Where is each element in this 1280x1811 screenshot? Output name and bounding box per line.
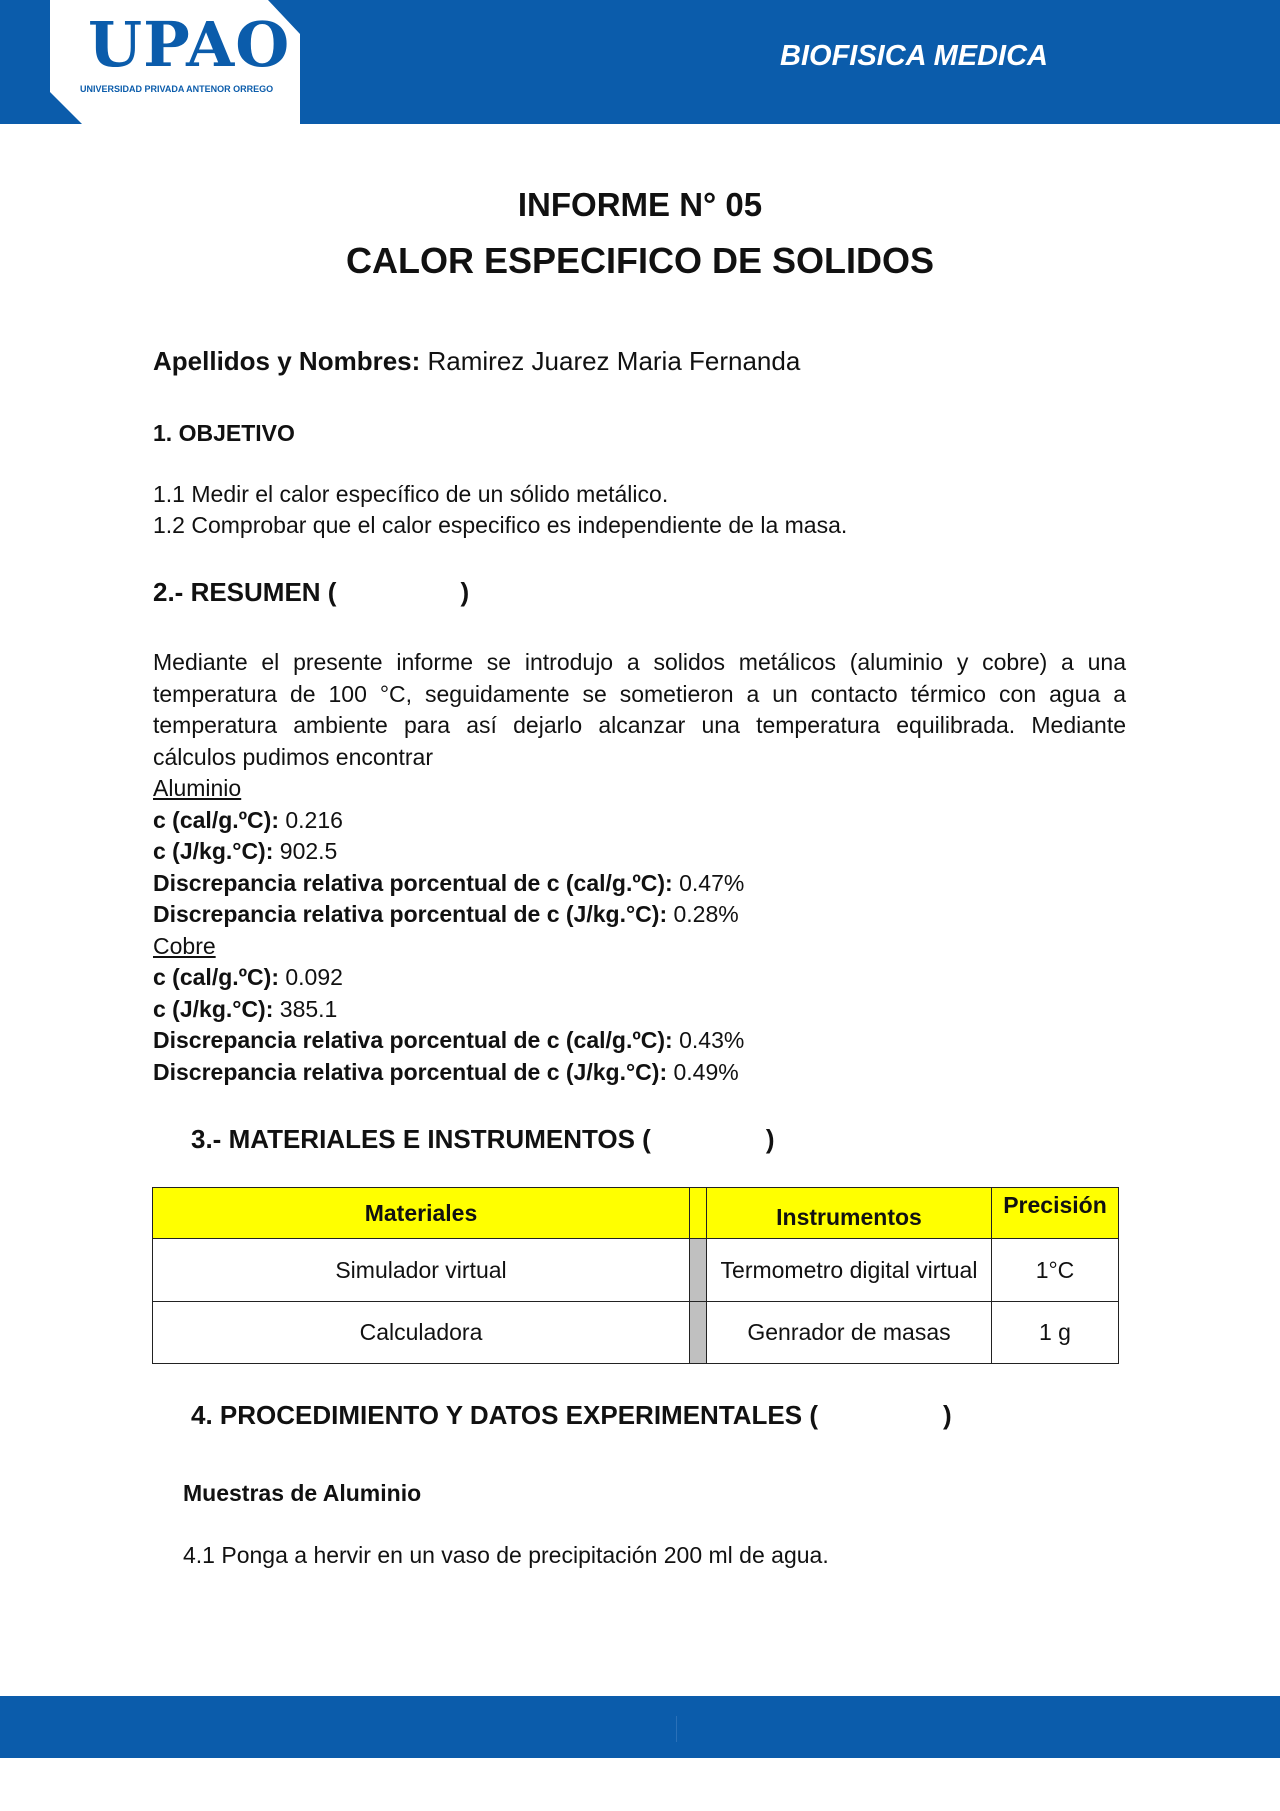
objetivo-item: 1.1 Medir el calor específico de un sólido metálico. xyxy=(153,481,669,507)
procedimiento-heading-right: ) xyxy=(943,1400,952,1430)
logo-text: UPAO xyxy=(88,8,291,81)
student-label: Apellidos y Nombres: xyxy=(153,346,421,376)
result-row xyxy=(153,868,1126,900)
result-row xyxy=(153,836,1126,868)
result-value: 0.092 xyxy=(278,964,343,990)
result-value: 0.49% xyxy=(667,1058,739,1085)
resumen-line: Mediante el presente informe se introdujo a solidos metálicos (aluminio y cobre) a una xyxy=(153,649,1126,675)
column-header-precision: Precisión xyxy=(992,1188,1119,1239)
column-divider xyxy=(690,1188,707,1239)
table-row xyxy=(153,1302,1119,1364)
table-cell: Termometro digital virtual xyxy=(707,1239,992,1302)
logo xyxy=(0,0,300,124)
report-number: INFORME N° 05 xyxy=(517,186,763,223)
column-header-instrumentos: Instrumentos xyxy=(707,1188,992,1239)
materiales-heading xyxy=(191,1124,775,1155)
result-row xyxy=(153,805,1126,837)
result-value: 0.47% xyxy=(672,869,745,896)
table-row xyxy=(153,1239,1119,1302)
procedimiento-heading-left: 4. PROCEDIMIENTO Y DATOS EXPERIMENTALES ( xyxy=(191,1400,818,1430)
table-cell: 1 g xyxy=(992,1302,1119,1364)
result-label: Discrepancia relativa porcentual de c (cal/g.ºC): xyxy=(153,1027,673,1053)
result-value: 902.5 xyxy=(273,838,338,864)
objetivo-item: 1.2 Comprobar que el calor especifico es independiente de la masa. xyxy=(153,512,848,538)
course-title: BIOFISICA MEDICA xyxy=(780,40,1048,72)
table-header-row xyxy=(153,1188,1119,1239)
materiales-heading-right: ) xyxy=(765,1124,775,1154)
result-row xyxy=(153,994,1126,1026)
group-name-cobre: Cobre xyxy=(153,932,216,959)
resumen-heading-left: 2.- RESUMEN ( xyxy=(153,577,337,607)
result-value: 0.216 xyxy=(278,806,343,833)
procedimiento-step: 4.1 Ponga a hervir en un vaso de precipitación 200 ml de agua. xyxy=(183,1542,829,1568)
column-header-materiales: Materiales xyxy=(153,1188,690,1239)
resumen-line: temperatura ambiente para así dejarlo alcanzar una temperatura equilibrada. Mediante xyxy=(153,712,1126,738)
resumen-heading-right: ) xyxy=(460,577,470,607)
result-value: 0.43% xyxy=(672,1027,745,1053)
table-cell: Calculadora xyxy=(153,1302,690,1364)
result-row xyxy=(153,1025,1126,1057)
result-label: Discrepancia relativa porcentual de c (cal/g.ºC): xyxy=(153,869,673,896)
report-topic: CALOR ESPECIFICO DE SOLIDOS xyxy=(345,240,935,281)
table-cell: Genrador de masas xyxy=(707,1302,992,1364)
result-row xyxy=(153,962,1126,994)
column-divider xyxy=(690,1239,707,1302)
logo-subtitle: UNIVERSIDAD PRIVADA ANTENOR ORREGO xyxy=(80,84,274,94)
student-name: Ramirez Juarez Maria Fernanda xyxy=(420,346,801,376)
result-label: c (cal/g.ºC): xyxy=(153,806,279,833)
resumen-line: cálculos pudimos encontrar xyxy=(153,743,433,770)
table-cell: 1°C xyxy=(992,1239,1119,1302)
resumen-line: temperatura de 100 °C, seguidamente se sometieron a un contacto térmico con agua a xyxy=(153,680,1126,707)
result-row xyxy=(153,899,1126,931)
footer-divider xyxy=(676,1716,677,1742)
result-value: 385.1 xyxy=(273,995,338,1022)
materials-table xyxy=(152,1187,1119,1364)
student-name-line xyxy=(153,346,800,377)
resumen-body xyxy=(153,647,1126,1088)
resumen-heading xyxy=(153,577,469,608)
result-label: c (J/kg.°C): xyxy=(153,995,274,1022)
result-row xyxy=(153,1057,1126,1089)
result-label: c (cal/g.ºC): xyxy=(153,964,279,990)
result-label: Discrepancia relativa porcentual de c (J/kg.°C): xyxy=(153,1058,668,1085)
group-name-aluminio: Aluminio xyxy=(153,775,242,801)
procedimiento-heading xyxy=(191,1400,952,1431)
result-value: 0.28% xyxy=(667,901,739,927)
result-label: Discrepancia relativa porcentual de c (J/kg.°C): xyxy=(153,901,668,927)
procedimiento-subheading: Muestras de Aluminio xyxy=(183,1480,422,1506)
objetivo-heading: 1. OBJETIVO xyxy=(153,420,295,446)
column-divider xyxy=(690,1302,707,1364)
table-cell: Simulador virtual xyxy=(153,1239,690,1302)
footer-band xyxy=(0,1696,1280,1758)
result-label: c (J/kg.°C): xyxy=(153,838,274,864)
materiales-heading-left: 3.- MATERIALES E INSTRUMENTOS ( xyxy=(191,1124,651,1154)
